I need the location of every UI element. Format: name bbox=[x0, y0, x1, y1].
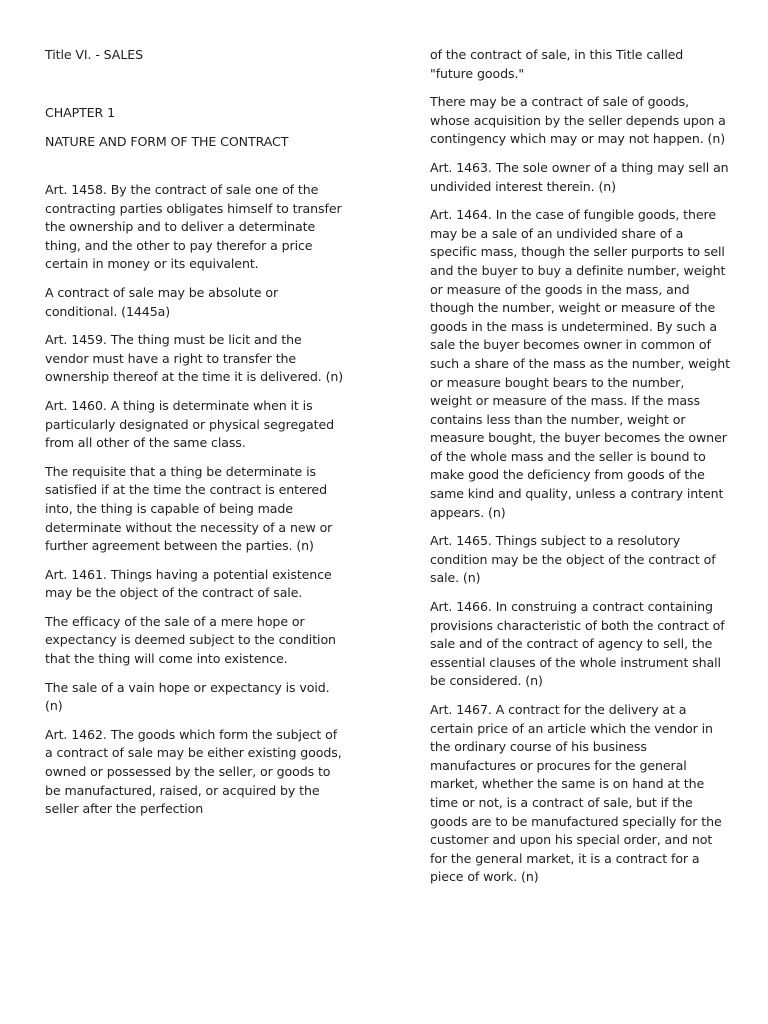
document-title: Title VI. - SALES bbox=[45, 47, 143, 62]
paragraph: Art. 1466. In construing a contract containing provisions characteristic of both the contract of sale and of the contract of agency to sell, the essential clauses of the whole instrument shall be considered. (n) bbox=[430, 599, 725, 689]
paragraph: A contract of sale may be absolute or conditional. (1445a) bbox=[45, 284, 279, 319]
paragraph: Art. 1467. A contract for the delivery at a certain price of an article which the vendor in the ordinary course of his business manufactures or procures for the general market, whether the same is on hand at the time or not, is a contract of sale, but if the goods are to be manufactured specially for the customer and upon his special order, and not for the general market, it is a contract for a piece of work. (n) bbox=[430, 702, 722, 885]
paragraph: The sale of a vain hope or expectancy is void. (n) bbox=[45, 679, 330, 714]
paragraph: Art. 1462. The goods which form the subject of a contract of sale may be either existing goods, owned or possessed by the seller, or goods to be manufactured, raised, or acquired by the seller after the perfection bbox=[45, 726, 342, 817]
paragraph: Art. 1458. By the contract of sale one of the contracting parties obligates himself to transfer the ownership and to deliver a determinate thing, and the other to pay therefor a price certain in money or its equivalent. bbox=[45, 182, 342, 272]
paragraph: The requisite that a thing be determinate is satisfied if at the time the contract is entered into, the thing is capable of being made determinate without the necessity of a new or further agreement between the parties. (n) bbox=[45, 463, 333, 554]
left-body bbox=[45, 181, 345, 829]
paragraph: Art. 1464. In the case of fungible goods, there may be a sale of an undivided share of a specific mass, though the seller purports to sell and the buyer to buy a definite number, weight or measure of the goods in the mass, and though the number, weight or measure of the goods in the mass is undetermined. By such a sale the buyer becomes owner in common of such a share of the mass as the number, weight or measure bought bears to the number, weight or measure of the mass. If the mass contains less than the number, weight or measure bought, the buyer becomes the owner of the whole mass and the seller is bound to make good the deficiency from goods of the same kind and quality, unless a contrary intent appears. (n) bbox=[430, 207, 730, 520]
paragraph: Art. 1461. Things having a potential existence may be the object of the contract of sale. bbox=[45, 566, 332, 601]
paragraph: of the contract of sale, in this Title called "future goods." bbox=[430, 47, 684, 81]
right-body bbox=[430, 46, 730, 897]
paragraph: Art. 1465. Things subject to a resolutory condition may be the object of the contract of sale. (n) bbox=[430, 533, 716, 586]
paragraph: There may be a contract of sale of goods, whose acquisition by the seller depends upon a contingency which may or may not happen. (n) bbox=[430, 94, 726, 147]
paragraph: The efficacy of the sale of a mere hope or expectancy is deemed subject to the condition that the thing will come into existence. bbox=[45, 613, 336, 667]
paragraph: Art. 1460. A thing is determinate when it is particularly designated or physical segregated from all other of the same class. bbox=[45, 397, 335, 451]
paragraph: Art. 1463. The sole owner of a thing may sell an undivided interest therein. (n) bbox=[430, 159, 729, 194]
chapter-heading: CHAPTER 1 bbox=[45, 105, 115, 120]
paragraph: Art. 1459. The thing must be licit and the vendor must have a right to transfer the ownership thereof at the time it is delivered. (n) bbox=[45, 332, 344, 385]
chapter-name: NATURE AND FORM OF THE CONTRACT bbox=[45, 134, 289, 149]
